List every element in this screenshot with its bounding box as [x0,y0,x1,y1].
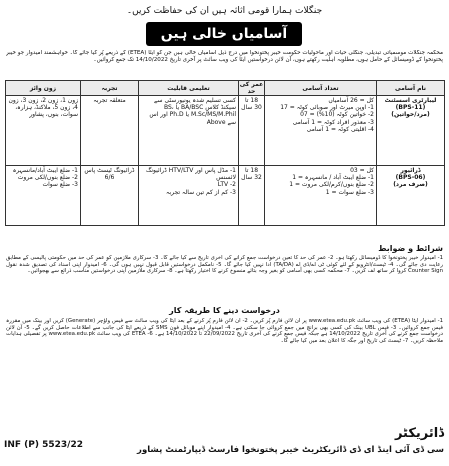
header-post: نام آسامی [377,81,445,96]
post-title: لیبارٹری اسسٹنٹ [384,97,437,104]
post-title: ڈرائیور [400,167,421,174]
age-cell: 18 تا 30 سال [239,96,265,166]
header-count: تعداد آسامی [265,81,377,96]
post-cell [377,96,445,166]
terms-title: شرائط و ضوابط [378,244,443,253]
post-cell [377,166,445,226]
intro-paragraph: محکمہ جنگلات موسمیاتی تبدیلی، جنگلی حیات اور ماحولیات حکومت خیبر پختونخوا میں درج ذیل آسامیاں خالی ہیں جن کو ایٹا (ETEA) کے ذریعے پُر کیا جائے گا۔ خواہشمند امیدوار جو خیبر پختونخوا کے ڈومیسائل کے حامل ہوں، مطلوبہ اہلیت رکھتے ہوں، آن لائن درخواستیں ایٹا کی ویب سائٹ پر آخری تاریخ 14/10/2022 تک جمع کروائیں۔ [6,50,443,63]
experience-cell: متعلقہ تجربہ [81,96,139,166]
header-zones: زون وائز [6,81,81,96]
apply-title: درخواست دینے کا طریقہ کار [169,306,280,315]
header-experience: تجربہ [81,81,139,96]
department-address: سی ڈی آئی اینڈ ای ڈی ڈائریکٹریٹ خیبر پختونخوا فارسٹ ڈیپارٹمنٹ پشاور [137,445,444,455]
qualification-cell: 1- مڈل پاس اور HTV/LTV ڈرائیونگ لائسنس 2- LTV 3- کم از کم تین سالہ تجربہ [139,166,239,226]
vacancies-banner: آسامیاں خالی ہیں [146,22,302,46]
slogan: جنگلات ہمارا قومی اثاثہ ہیں ان کی حفاظت کریں۔ [126,6,323,16]
post-bps: (BPS-06) [395,174,426,182]
table-row [6,166,445,226]
qualification-cell: کسی تسلیم شدہ یونیورسٹی سے سیکنڈ کلاس BA/BSC یا BS، M.Sc/MS/M.Phil یا Ph.D اور اس سے Above [139,96,239,166]
director-signature: ڈائریکٹر [394,426,444,441]
post-bps: (BPS-11) [395,104,426,112]
experience-cell: ڈرائیونگ ٹیسٹ پاس 6/6 [81,166,139,226]
post-gender: (صرف مرد) [393,181,428,189]
inf-number: INF (P) 5523/22 [4,440,83,450]
zones-cell: زون 1، زون 2، زون 3، زون 4، زون 5، ملاکنڈ، ہزارہ، سوات، بنوں، پشاور [6,96,81,166]
vacancies-table [5,80,445,226]
header-qualification: تعلیمی قابلیت [139,81,239,96]
apply-paragraph: 1- امیدوار ایٹا (ETEA) کی ویب سائٹ www.etea.edu.pk پر آن لائن فارم پُر کریں۔ 2- آن لائن فارم پُر کرنے کے بعد ایٹا کی ویب سائٹ سے فیس واؤچر (Generate) کریں اور بینک میں مقررہ فیس جمع کروائیں۔ 3- فیس UBL بینک کی کسی بھی برانچ میں جمع کروائی جا سکتی ہے۔ 4- امیدوار اپنے موبائل فون SMS کے ذریعے ایٹا کی جانب سے اطلاعات حاصل کریں گے۔ 5- آن لائن درخواست جمع کرنے کی آخری تاریخ 14/10/2022 ہے جبکہ فیس جمع کرنے کی آخری تاریخ 22/09/2022 تا 14/10/2022 ہے۔ 6- ETEA کی ویب سائٹ www.etea.edu.pk پر تفصیلی ہدایات ملاحظہ کریں۔ 7- ٹیسٹ کی تاریخ اور جگہ کا اعلان بعد میں کیا جائے گا۔ [6,318,443,344]
age-cell: 18 تا 32 سال [239,166,265,226]
header-age: عمر کی حد [239,81,264,95]
count-cell: کل = 26 آسامیاں 1- اوپن میرٹ اور صوبائی کوٹہ = 17 2- خواتین کوٹہ (10%) = 07 3- معذور افراد کوٹہ = 1 آسامی 4- اقلیتی کوٹہ = 1 آسامی [265,96,377,166]
post-gender: (مرد/خواتین) [391,111,430,119]
count-cell: کل = 03 1- ضلع ایبٹ آباد / مانسہرہ = 1 2- ضلع بنوں/کرم/لکی مروت = 1 3- ضلع سوات = 1 [265,166,377,226]
table-row [6,96,445,166]
table-header-row [6,81,445,96]
terms-paragraph: 1- امیدوار خیبر پختونخوا کا ڈومیسائل رکھتا ہو۔ 2- عمر کی حد کا تعین درخواست جمع کرانے کی آخری تاریخ سے کیا جائے گا۔ 3- سرکاری ملازمین کو عمر کی حد میں حکومتی پالیسی کے مطابق رعایت دی جائے گی۔ 4- ٹیسٹ/انٹرویو کے لئے کوئی ٹی اے/ڈی اے (TA/DA) ادا نہیں کیا جائے گا۔ 5- نامکمل درخواستیں قابل قبول نہیں ہوں گی۔ 6- امیدوار اپنی اسناد کی تصدیق شدہ نقول Counter Sign کروا کر ساتھ لف کریں۔ 7- محکمہ کسی بھی آسامی کو بغیر وجہ بتائے منسوخ کرنے کا اختیار رکھتا ہے۔ 8- سرکاری ملازمین اپنی درخواستیں مناسب ذرائع سے بھجوائیں۔ [6,255,443,275]
zones-cell: 1- ضلع ایبٹ آباد/مانسہرہ 2- ضلع بنوں/لکی مروت 3- ضلع سوات [6,166,81,226]
